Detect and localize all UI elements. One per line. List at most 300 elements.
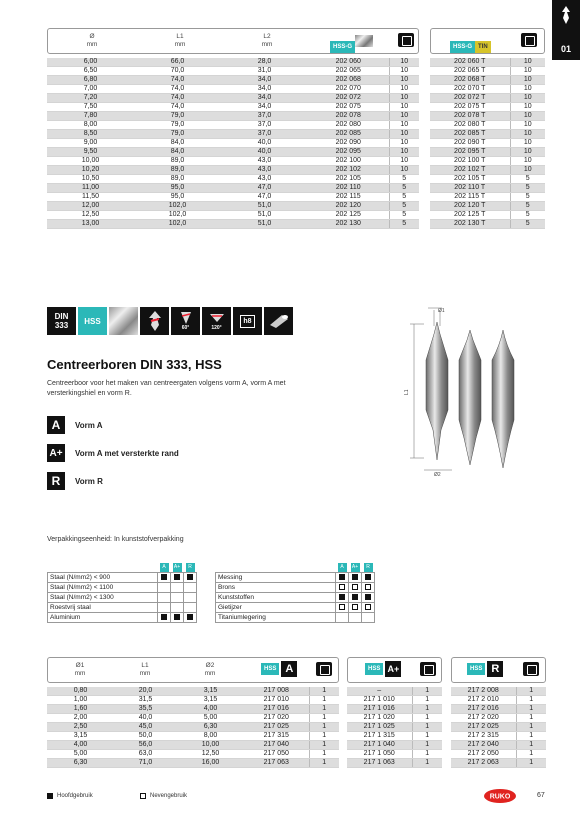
cell-pack-qty: 10 [510,166,545,175]
cell-article-number-a: 217 025 [244,723,309,732]
cell-article-number: 202 102 [308,166,389,175]
filled-square-icon [174,614,180,620]
tin-badge: TIN [475,41,491,53]
cell-article-number-tin: 202 120 T [430,202,510,211]
col-d2: Ø2 [205,662,215,669]
table-row[interactable] [430,103,545,112]
cell-pack-qty: 10 [389,76,419,85]
hss-g-tin-badge-group [450,35,491,53]
table-row[interactable] [47,714,339,723]
cell-article-number-tin: 202 065 T [430,67,510,76]
table-row[interactable] [451,759,546,768]
cell-article-number: 202 070 [308,85,389,94]
table-row[interactable] [47,58,419,67]
table-row[interactable] [430,166,545,175]
cell-article-number-r: 217 2 315 [451,732,516,741]
cell-pack-qty: 1 [309,741,339,750]
cell-pack-qty: 10 [389,157,419,166]
table-row[interactable] [47,175,419,184]
table-row[interactable] [430,184,545,193]
cell-l2: 34,0 [221,76,308,85]
cell-l1: 74,0 [134,103,221,112]
cell-pack-qty: 10 [510,139,545,148]
table-row[interactable] [47,750,339,759]
table-row[interactable] [47,220,419,229]
table-row[interactable] [451,732,546,741]
package-icon [398,33,414,47]
col-l1-unit: mm [139,670,151,677]
filled-square-icon [47,793,53,799]
usage-mark [184,613,197,623]
cell-article-number: 202 115 [308,193,389,202]
empty-square-icon [339,604,345,610]
cell-l1: 102,0 [134,211,221,220]
cell-d1: 1,60 [47,705,114,714]
cell-pack-qty: 10 [510,67,545,76]
material-row [216,613,375,623]
table-row[interactable] [47,76,419,85]
cell-diameter: 8,50 [47,130,134,139]
usage-mark [336,603,349,613]
table-row[interactable] [430,202,545,211]
vorm-a-plus-label: Vorm A met versterkte rand [75,448,179,458]
table-row[interactable] [47,67,419,76]
ruko-logo[interactable] [483,788,517,804]
table-row[interactable] [47,85,419,94]
table-row[interactable] [430,58,545,67]
cell-l2: 37,0 [221,112,308,121]
cell-article-number-a: 217 020 [244,714,309,723]
table-row[interactable] [430,67,545,76]
cell-diameter: 13,00 [47,220,134,229]
table-row[interactable] [347,732,442,741]
cell-d1: 2,50 [47,723,114,732]
table-row[interactable] [47,741,339,750]
cell-article-number: 202 080 [308,121,389,130]
cell-pack-qty: 10 [510,94,545,103]
cell-pack-qty: 1 [309,750,339,759]
cell-l1: 70,0 [134,67,221,76]
material-row [48,583,197,593]
material-name: Titaniumlegering [216,613,336,623]
cell-pack-qty: 5 [510,220,545,229]
cell-article-number: 202 100 [308,157,389,166]
table-row[interactable] [47,732,339,741]
cell-article-number-a: 217 040 [244,741,309,750]
cell-l1: 89,0 [134,157,221,166]
cell-article-number-tin: 202 072 T [430,94,510,103]
table-row[interactable] [47,696,339,705]
cell-pack-qty: 10 [389,148,419,157]
cell-article-number-a: 217 315 [244,732,309,741]
cell-pack-qty: 1 [516,750,546,759]
cell-article-number-aplus: 217 1 025 [347,723,412,732]
cell-l1: 66,0 [134,58,221,67]
cell-pack-qty: 1 [412,750,442,759]
cell-diameter: 10,50 [47,175,134,184]
cell-article-number-a: 217 010 [244,696,309,705]
table-row[interactable] [347,723,442,732]
cell-l2: 31,0 [221,67,308,76]
table-row[interactable] [47,130,419,139]
usage-empty [362,613,375,623]
empty-square-icon [365,604,371,610]
usage-mark [349,603,362,613]
cell-pack-qty: 10 [510,112,545,121]
col-diameter: Ø [89,33,95,40]
table-row[interactable] [430,193,545,202]
cell-article-number: 202 065 [308,67,389,76]
col-l1-unit: mm [174,41,186,48]
cell-article-number-r: 217 2 020 [451,714,516,723]
table-row[interactable] [451,705,546,714]
col-l1: L1 [141,662,149,669]
cell-article-number-aplus: 217 1 040 [347,741,412,750]
table-row[interactable] [47,94,419,103]
vorm-a-plus-badge: A+ [385,661,401,677]
table-row[interactable] [347,705,442,714]
material-row [48,593,197,603]
cell-article-number-tin: 202 115 T [430,193,510,202]
usage-mark [336,583,349,593]
table-row[interactable] [47,112,419,121]
cell-diameter: 8,00 [47,121,134,130]
cell-l2: 47,0 [221,184,308,193]
material-row [216,593,375,603]
cell-l1: 74,0 [134,85,221,94]
empty-square-icon [339,584,345,590]
table-row[interactable] [347,714,442,723]
cell-article-number: 202 130 [308,220,389,229]
cell-l1: 45,0 [114,723,177,732]
cell-article-number-tin: 202 085 T [430,130,510,139]
cell-d2: 10,00 [177,741,244,750]
cell-pack-qty: 10 [510,148,545,157]
usage-mark [336,573,349,583]
usage-empty [158,593,171,603]
drill-vorm-a [426,322,448,460]
table-row[interactable] [347,750,442,759]
usage-mark [158,613,171,623]
table-row[interactable] [430,94,545,103]
mat-header-aplus: A+ [351,564,359,570]
cell-pack-qty: 1 [412,732,442,741]
cell-pack-qty: 10 [389,130,419,139]
hss-badge: HSS [261,663,279,675]
cell-l1: 20,0 [114,687,177,696]
cell-article-number-tin: 202 095 T [430,148,510,157]
cell-pack-qty: 10 [510,58,545,67]
usage-empty [336,613,349,623]
cell-article-number-r: 217 2 016 [451,705,516,714]
table-row[interactable] [47,148,419,157]
table-row[interactable] [47,705,339,714]
cell-article-number-aplus: – [347,687,412,696]
cell-article-number-tin: 202 110 T [430,184,510,193]
cell-diameter: 7,80 [47,112,134,121]
mat-header-a: A [338,563,347,572]
mat-header-r: R [364,563,373,572]
vorm-a-plus-symbol: A+ [47,444,65,462]
cell-d1: 6,30 [47,759,114,768]
filled-square-icon [187,614,193,620]
table-row[interactable] [451,741,546,750]
cell-article-number-tin: 202 080 T [430,121,510,130]
cell-diameter: 7,00 [47,85,134,94]
cell-l2: 34,0 [221,103,308,112]
usage-mark [362,573,375,583]
table-row[interactable] [430,112,545,121]
cell-l2: 28,0 [221,58,308,67]
cell-l1: 74,0 [134,76,221,85]
cell-pack-qty: 1 [309,705,339,714]
cell-d2: 12,50 [177,750,244,759]
table-row[interactable] [451,696,546,705]
cell-pack-qty: 1 [516,759,546,768]
table-row[interactable] [430,220,545,229]
cell-l2: 47,0 [221,193,308,202]
table-row[interactable] [430,121,545,130]
col-diameter-unit: mm [86,41,98,48]
empty-square-icon [352,584,358,590]
cell-pack-qty: 10 [510,130,545,139]
material-row [216,583,375,593]
table-row[interactable] [347,759,442,768]
cell-pack-qty: 1 [412,714,442,723]
cell-diameter: 12,50 [47,211,134,220]
table-row[interactable] [451,687,546,696]
material-row [216,573,375,583]
cell-article-number: 202 090 [308,139,389,148]
material-name: Messing [216,573,336,583]
table-row[interactable] [430,175,545,184]
vorm-r-symbol: R [47,472,65,490]
cell-pack-qty: 10 [389,112,419,121]
table-row[interactable] [451,750,546,759]
cell-pack-qty: 5 [389,211,419,220]
table-row[interactable] [47,121,419,130]
cell-article-number-a: 217 008 [244,687,309,696]
usage-empty [184,583,197,593]
cell-article-number-tin: 202 068 T [430,76,510,85]
legend-main-use: Hoofdgebruik [47,793,93,799]
usage-empty [171,583,184,593]
cell-l2: 40,0 [221,139,308,148]
table-row[interactable] [430,76,545,85]
cell-d2: 8,00 [177,732,244,741]
table-row[interactable] [47,157,419,166]
top-table [47,58,419,229]
col-d1: Ø1 [75,662,85,669]
table-row[interactable] [47,193,419,202]
cell-d2: 3,15 [177,687,244,696]
cell-article-number-r: 217 2 040 [451,741,516,750]
cell-article-number-tin: 202 060 T [430,58,510,67]
table-row[interactable] [451,714,546,723]
cell-d1: 1,00 [47,696,114,705]
material-name: Staal (N/mm2) < 1100 [48,583,158,593]
filled-square-icon [161,574,167,580]
cell-pack-qty: 10 [510,103,545,112]
cell-l2: 34,0 [221,85,308,94]
cell-l1: 95,0 [134,184,221,193]
cell-pack-qty: 5 [389,202,419,211]
cell-pack-qty: 10 [389,94,419,103]
cell-pack-qty: 1 [309,714,339,723]
cell-article-number: 202 078 [308,112,389,121]
usage-mark [171,613,184,623]
table-row[interactable] [430,157,545,166]
cell-article-number: 202 068 [308,76,389,85]
cell-article-number: 202 075 [308,103,389,112]
cell-pack-qty: 10 [510,157,545,166]
table-row[interactable] [347,687,442,696]
cell-l1: 89,0 [134,166,221,175]
usage-mark [362,593,375,603]
usage-mark [171,573,184,583]
usage-empty [184,603,197,613]
cell-pack-qty: 1 [412,759,442,768]
cell-pack-qty: 10 [389,67,419,76]
vorm-a-badge: A [281,661,297,677]
table-row[interactable] [47,166,419,175]
cell-article-number: 202 072 [308,94,389,103]
package-icon [521,33,537,47]
feature-icon-row [47,307,293,335]
mat-header-aplus: A+ [173,564,181,570]
cell-article-number-aplus: 217 1 010 [347,696,412,705]
usage-mark [158,573,171,583]
usage-empty [171,593,184,603]
cell-pack-qty: 10 [389,121,419,130]
usage-mark [362,603,375,613]
h8-tolerance-icon: h8 [233,307,262,335]
cell-pack-qty: 5 [389,184,419,193]
cell-d1: 3,15 [47,732,114,741]
cell-article-number-r: 217 2 010 [451,696,516,705]
cell-pack-qty: 10 [389,139,419,148]
cell-d1: 0,80 [47,687,114,696]
table-row[interactable] [430,148,545,157]
cell-l1: 79,0 [134,121,221,130]
cell-pack-qty: 1 [516,741,546,750]
hss-g-badge: HSS-G [330,41,355,53]
drill-vorm-r [492,330,514,468]
cell-diameter: 10,20 [47,166,134,175]
cell-diameter: 6,80 [47,76,134,85]
table-row[interactable] [47,139,419,148]
material-row [48,573,197,583]
col-l1: L1 [176,33,184,40]
table-row[interactable] [47,103,419,112]
product-title: Centreerboren DIN 333, HSS [47,357,222,372]
cell-pack-qty: 10 [389,85,419,94]
table-row[interactable] [347,696,442,705]
bottom-table-aplus [347,687,442,768]
chapter-tab[interactable] [552,0,580,60]
vorm-a-symbol: A [47,416,65,434]
table-row[interactable] [430,211,545,220]
cell-l1: 89,0 [134,175,221,184]
material-row [48,603,197,613]
cell-pack-qty: 5 [510,175,545,184]
table-row[interactable] [430,130,545,139]
table-row[interactable] [47,211,419,220]
table-row[interactable] [47,184,419,193]
vorm-r-badge: R [487,661,503,677]
drill-spiral-icon [140,307,169,335]
cell-diameter: 7,20 [47,94,134,103]
dim-l1: L1 [404,389,410,395]
cell-pack-qty: 5 [510,211,545,220]
filled-square-icon [187,574,193,580]
vorm-a-item [47,416,103,434]
cell-article-number-a: 217 016 [244,705,309,714]
cell-article-number-tin: 202 090 T [430,139,510,148]
filled-square-icon [339,574,345,580]
dim-d1: Ø1 [438,308,445,314]
cell-article-number-tin: 202 075 T [430,103,510,112]
table-row[interactable] [47,202,419,211]
cell-article-number-r: 217 2 025 [451,723,516,732]
cell-pack-qty: 1 [516,732,546,741]
usage-empty [349,613,362,623]
cell-d1: 4,00 [47,741,114,750]
material-name: Roestvrij staal [48,603,158,613]
table-row[interactable] [47,687,339,696]
cell-article-number-tin: 202 125 T [430,211,510,220]
packaging-unit: Verpakkingseenheid: In kunststofverpakking [47,536,184,543]
cell-article-number: 202 120 [308,202,389,211]
din-333-icon: DIN 333 [47,307,76,335]
package-icon [420,662,436,676]
cell-diameter: 6,00 [47,58,134,67]
table-row[interactable] [451,723,546,732]
cell-diameter: 7,50 [47,103,134,112]
cell-article-number-r: 217 2 050 [451,750,516,759]
cell-article-number: 202 125 [308,211,389,220]
cell-pack-qty: 1 [412,687,442,696]
col-d2-unit: mm [204,670,216,677]
filled-square-icon [174,574,180,580]
usage-empty [158,603,171,613]
cell-l2: 37,0 [221,130,308,139]
point-angle-60-icon: 60° [171,307,200,335]
material-row [216,603,375,613]
table-row[interactable] [347,741,442,750]
cell-l2: 37,0 [221,121,308,130]
dim-d2: Ø2 [434,472,441,478]
usage-empty [184,593,197,603]
cell-l2: 51,0 [221,220,308,229]
table-row[interactable] [47,723,339,732]
cell-l1: 71,0 [114,759,177,768]
table-row[interactable] [430,85,545,94]
cell-d2: 16,00 [177,759,244,768]
cell-article-number-tin: 202 078 T [430,112,510,121]
cell-diameter: 11,00 [47,184,134,193]
vorm-a-plus-item [47,444,179,462]
usage-mark [349,593,362,603]
vorm-r-label: Vorm R [75,476,103,486]
table-row[interactable] [430,139,545,148]
cell-pack-qty: 1 [412,741,442,750]
empty-square-icon [352,604,358,610]
cell-pack-qty: 1 [309,687,339,696]
table-row[interactable] [47,759,339,768]
filled-square-icon [339,594,345,600]
point-angle-120-icon: 120° [202,307,231,335]
